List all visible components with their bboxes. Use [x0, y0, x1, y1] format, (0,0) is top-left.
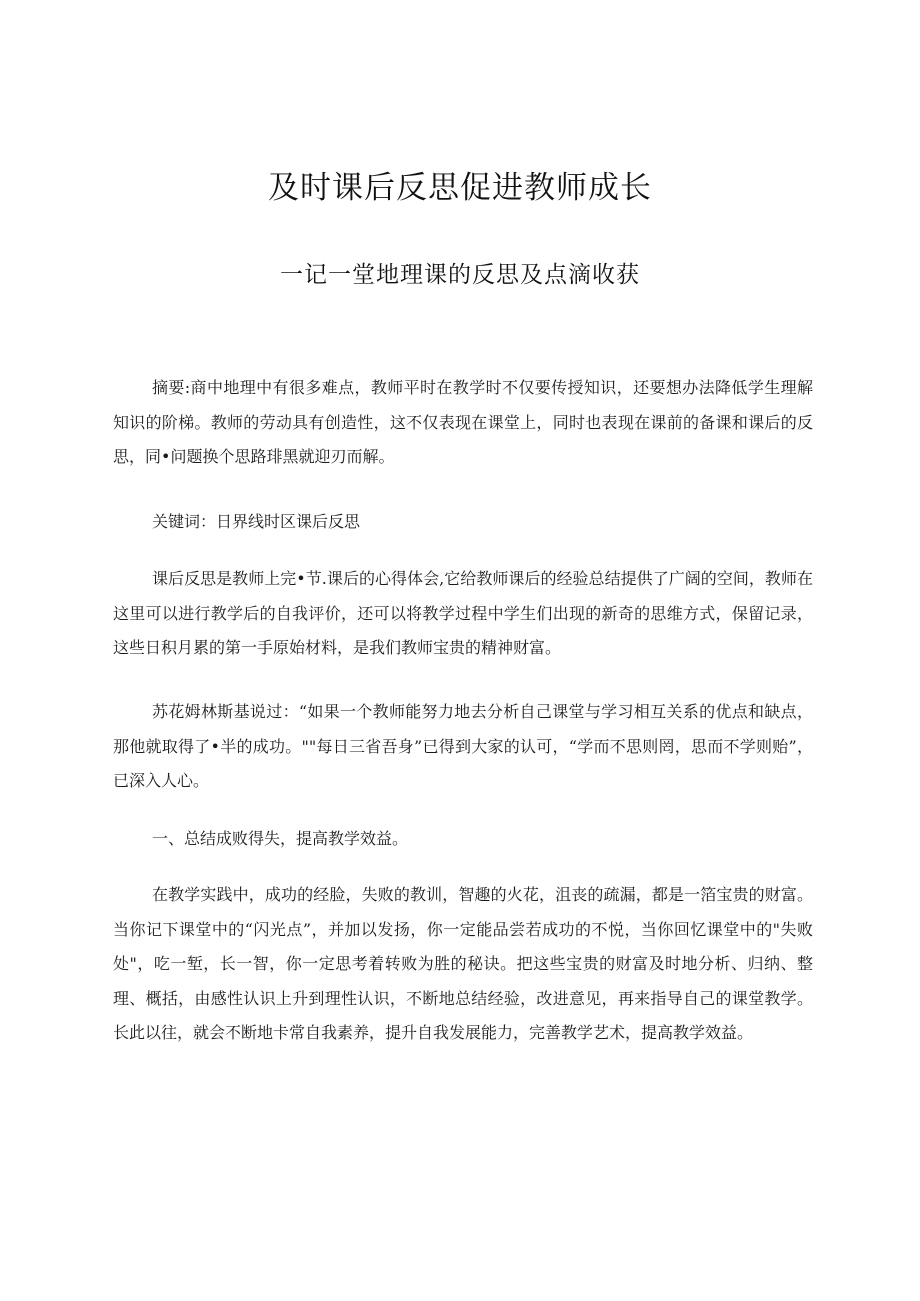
intro-paragraph: 课后反思是教师上完•节.课后的心得体会,它给教师课后的经验总结提供了广阔的空间，教师在这里可以进行教学后的自我评价，还可以将教学过程中学生们出现的新奇的思维方式，保留记录，这些日积月累的第一手原始材料，是我们教师宝贵的精神财富。 — [113, 569, 813, 657]
section-paragraph: 在教学实践中，成功的经脸，失败的教训，智趣的火花，沮丧的疏漏，都是一箔宝贵的财富。当你记下课堂中的“闪光点”，并加以发扬，你一定能品尝若成功的不悦，当你回忆课堂中的"失败处"，吃一堑，长一智，你一定思考着转败为胜的秘诀。把这些宝贵的财富及时地分析、归纳、整理、概括，由感性认识上升到理性认识，不断地总结经验，改进意见，再来指导自己的课堂教学。长此以往，就会不断地卡常自我素养，提升自我发展能力，完善教学艺术，提高教学效益。 — [113, 885, 813, 1042]
document-title: 及时课后反思促进教师成长 — [268, 170, 652, 206]
section-heading: 一、总结成败得失，提高教学效益。 — [152, 829, 409, 848]
abstract-paragraph: 摘要:商中地理中有很多难点，教师平时在教学时不仅要传授知识，还要想办法降低学生理解知识的阶梯。教师的劳动具有创造性，这不仅表现在课堂上，同时也表现在课前的备课和课后的反思，同•问题换个思路琲黑就迎刃而解。 — [113, 378, 813, 466]
keywords-paragraph: 关键词：日界线时区课后反思 — [152, 512, 361, 531]
quote-paragraph: 苏花姆林斯基说过：“如果一个教师能努力地去分析自己课堂与学习相互关系的优点和缺点，那他就取得了•半的成功。""每日三省吾身”已得到大家的认可，“学而不思则罔，思而不学则贻”，已深入人心。 — [113, 702, 813, 790]
document-subtitle: 一记一堂地理课的反思及点滴收获 — [280, 262, 640, 288]
